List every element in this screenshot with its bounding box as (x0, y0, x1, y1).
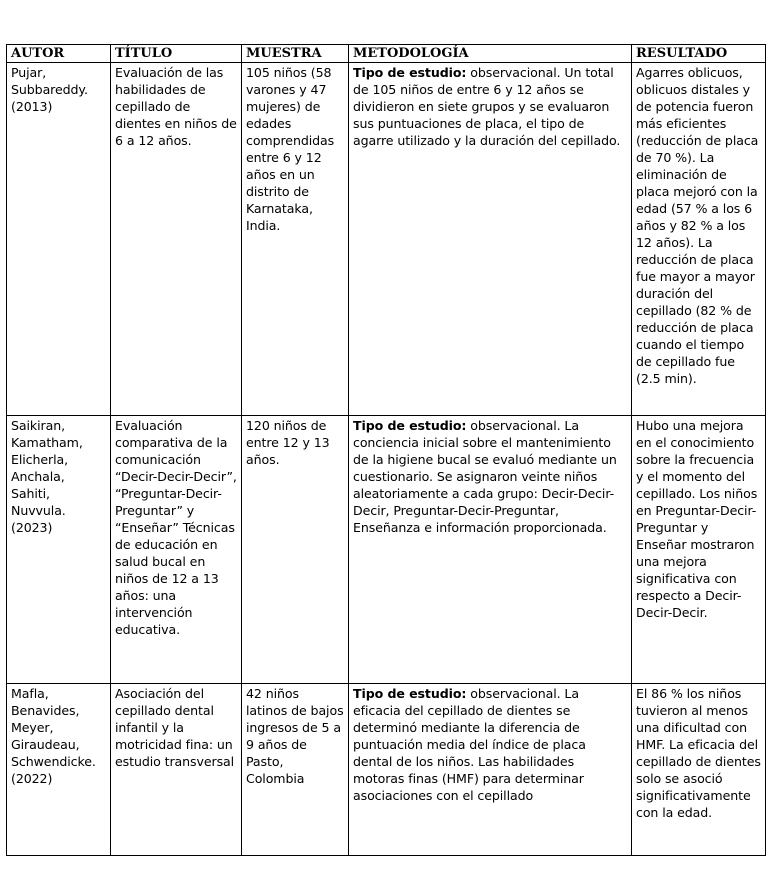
header-resultado: RESULTADO (632, 45, 766, 63)
header-titulo: TÍTULO (111, 45, 242, 63)
cell-muestra: 105 niños (58 varones y 47 mujeres) de edades comprendidas entre 6 y 12 años en un distrito de Karnataka, India. (242, 63, 349, 416)
table-header-row (7, 45, 766, 63)
table-row (7, 63, 766, 416)
methodology-text: observacional. Un total de 105 niños de entre 6 y 12 años se dividieron en siete grupos y se evaluaron sus puntuaciones de placa, el tipo de agarre utilizado y la duración del cepillado. (353, 65, 621, 148)
cell-resultado: Agarres oblicuos, oblicuos distales y de potencia fueron más eficientes (reducción de placa de 70 %). La eliminación de placa mejoró con la edad (57 % a los 6 años y 82 % a los 12 años). La reducción de placa fue mayor a mayor duración del cepillado (82 % de reducción de placa cuando el tiempo de cepillado fue (2.5 min). (632, 63, 766, 416)
header-muestra: MUESTRA (242, 45, 349, 63)
cell-autor: Saikiran, Kamatham, Elicherla, Anchala, Sahiti, Nuvvula. (2023) (7, 416, 111, 684)
study-type-label: Tipo de estudio: (353, 418, 467, 433)
table-row (7, 684, 766, 856)
table-row (7, 416, 766, 684)
cell-metodologia (349, 63, 632, 416)
header-autor: AUTOR (7, 45, 111, 63)
methodology-text: observacional. La conciencia inicial sobre el mantenimiento de la higiene bucal se evaluó mediante un cuestionario. Se asignaron veinte niños aleatoriamente a cada grupo: Decir-Decir-Decir, Preguntar-Decir-Preguntar, Enseñanza e información proporcionada. (353, 418, 617, 535)
cell-autor: Mafla, Benavides, Meyer, Giraudeau, Schwendicke. (2022) (7, 684, 111, 856)
study-type-label: Tipo de estudio: (353, 686, 467, 701)
literature-review-table (6, 44, 766, 856)
cell-resultado: El 86 % los niños tuvieron al menos una dificultad con HMF. La eficacia del cepillado de dientes solo se asoció significativamente con la edad. (632, 684, 766, 856)
cell-autor: Pujar, Subbareddy. (2013) (7, 63, 111, 416)
cell-resultado: Hubo una mejora en el conocimiento sobre la frecuencia y el momento del cepillado. Los niños en Preguntar-Decir-Preguntar y Enseñar mostraron una mejora significativa con respecto a Decir-Decir-Decir. (632, 416, 766, 684)
cell-muestra: 120 niños de entre 12 y 13 años. (242, 416, 349, 684)
cell-muestra: 42 niños latinos de bajos ingresos de 5 a 9 años de Pasto, Colombia (242, 684, 349, 856)
cell-titulo: Asociación del cepillado dental infantil y la motricidad fina: un estudio transversal (111, 684, 242, 856)
cell-titulo: Evaluación comparativa de la comunicación “Decir-Decir-Decir”, “Preguntar-Decir-Preguntar” y “Enseñar” Técnicas de educación en salud bucal en niños de 12 a 13 años: una intervención educativa. (111, 416, 242, 684)
cell-metodologia (349, 684, 632, 856)
header-metodologia: METODOLOGÍA (349, 45, 632, 63)
cell-titulo: Evaluación de las habilidades de cepillado de dientes en niños de 6 a 12 años. (111, 63, 242, 416)
cell-metodologia (349, 416, 632, 684)
study-type-label: Tipo de estudio: (353, 65, 467, 80)
methodology-text: observacional. La eficacia del cepillado de dientes se determinó mediante la diferencia de puntuación media del índice de placa dental de los niños. Las habilidades motoras finas (HMF) para determinar asociaciones con el cepillado (353, 686, 586, 803)
